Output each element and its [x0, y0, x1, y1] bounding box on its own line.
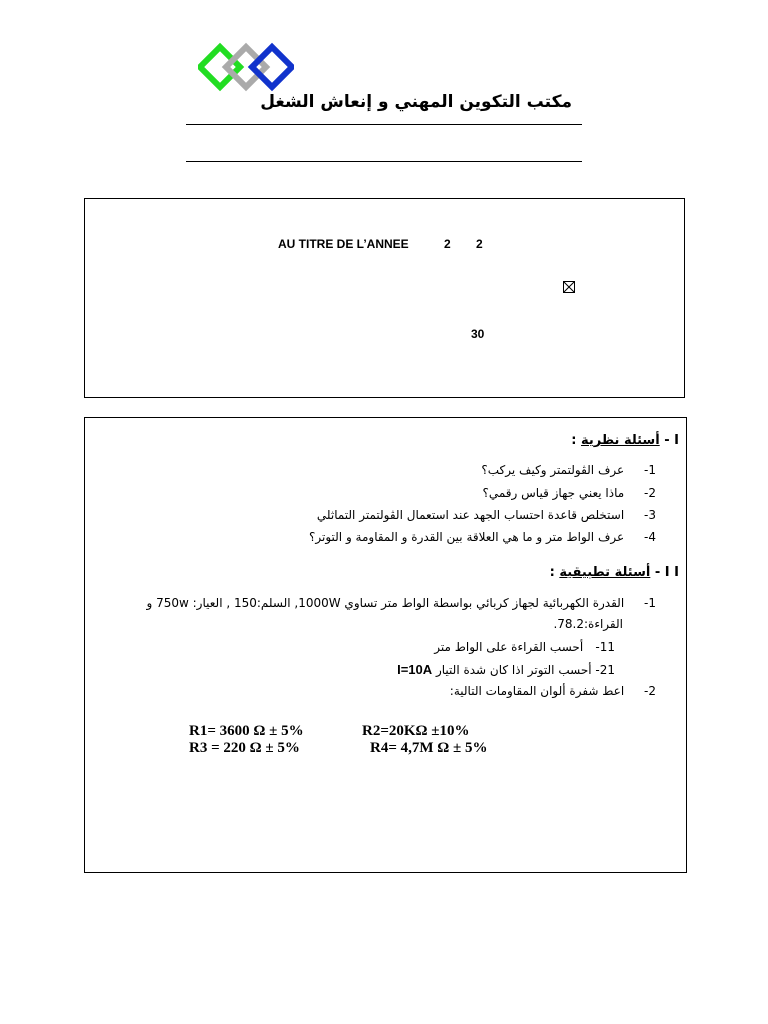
question-number: 3- [644, 508, 656, 522]
section-2-colon: : [549, 565, 555, 580]
section-2-dash: - [654, 565, 661, 580]
section-2-heading [550, 565, 679, 580]
question-number: 4- [644, 530, 656, 544]
question-number: 1- [644, 463, 656, 477]
section-2-title: أسئلة تطبيقية [559, 565, 651, 580]
resistor-r3: R3 = 220 Ω ± 5% [189, 740, 300, 756]
year-label: AU TITRE DE L’ANNEE [278, 237, 409, 251]
year-digit-1: 2 [444, 237, 451, 251]
sub-question-21 [397, 662, 615, 677]
question-text: القدرة الكهربائية لجهاز كربائي بواسطة الواط متر تساوي 1000W, السلم:150 , العيار: 750w و [146, 596, 625, 610]
practical-question-2 [450, 684, 656, 698]
section-2-roman: I I [664, 565, 679, 580]
organization-title: مكتب التكوين المهني و إنعاش الشغل [260, 92, 572, 112]
resistor-r1: R1= 3600 Ω ± 5% [189, 723, 304, 739]
question-text: عرف الواط متر و ما هي العلاقة بين القدرة و المقاومة و التوتر؟ [308, 530, 625, 544]
resistor-r2: R2=20KΩ ±10% [362, 723, 470, 739]
question-item [482, 486, 656, 500]
question-item [309, 530, 656, 544]
question-text: استخلص قاعدة احتساب الجهد عند استعمال الڤولتمتر التماثلي [316, 508, 625, 522]
question-text: ماذا يعني جهاز قياس رقمي؟ [482, 486, 625, 500]
question-number: 11- [595, 640, 615, 654]
question-item [481, 463, 656, 477]
section-1-dash: - [664, 433, 670, 448]
question-number: 2- [644, 486, 656, 500]
section-1-roman: I [674, 433, 679, 448]
interlocked-diamonds-logo-icon [198, 42, 294, 92]
question-text: اعط شفرة ألوان المقاومات التالية: [449, 684, 625, 698]
section-1-colon: : [571, 433, 577, 448]
practical-question-1 [146, 596, 656, 610]
section-1-heading [571, 433, 679, 448]
resistor-r4: R4= 4,7M Ω ± 5% [370, 740, 488, 756]
practical-question-1-continuation: القراءة:78.2. [553, 617, 623, 631]
current-value: I=10A [397, 662, 433, 677]
question-text: عرف الڤولتمتر وكيف يركب؟ [481, 463, 625, 477]
info-number: 30 [471, 327, 485, 341]
year-digit-2: 2 [476, 237, 483, 251]
header-rule-bottom [186, 161, 582, 162]
crossed-checkbox-icon[interactable] [563, 281, 575, 293]
section-1-title: أسئلة نظرية [581, 433, 660, 448]
sub-question-11 [434, 640, 615, 654]
header-rule-top [186, 124, 582, 125]
exam-info-box [84, 198, 685, 398]
question-text: أحسب القراءة على الواط متر [434, 640, 584, 654]
question-number: 1- [644, 596, 656, 610]
question-number: 2- [644, 684, 656, 698]
question-item [317, 508, 656, 522]
question-text: 21- أحسب التوتر اذا كان شدة التيار [435, 663, 615, 677]
